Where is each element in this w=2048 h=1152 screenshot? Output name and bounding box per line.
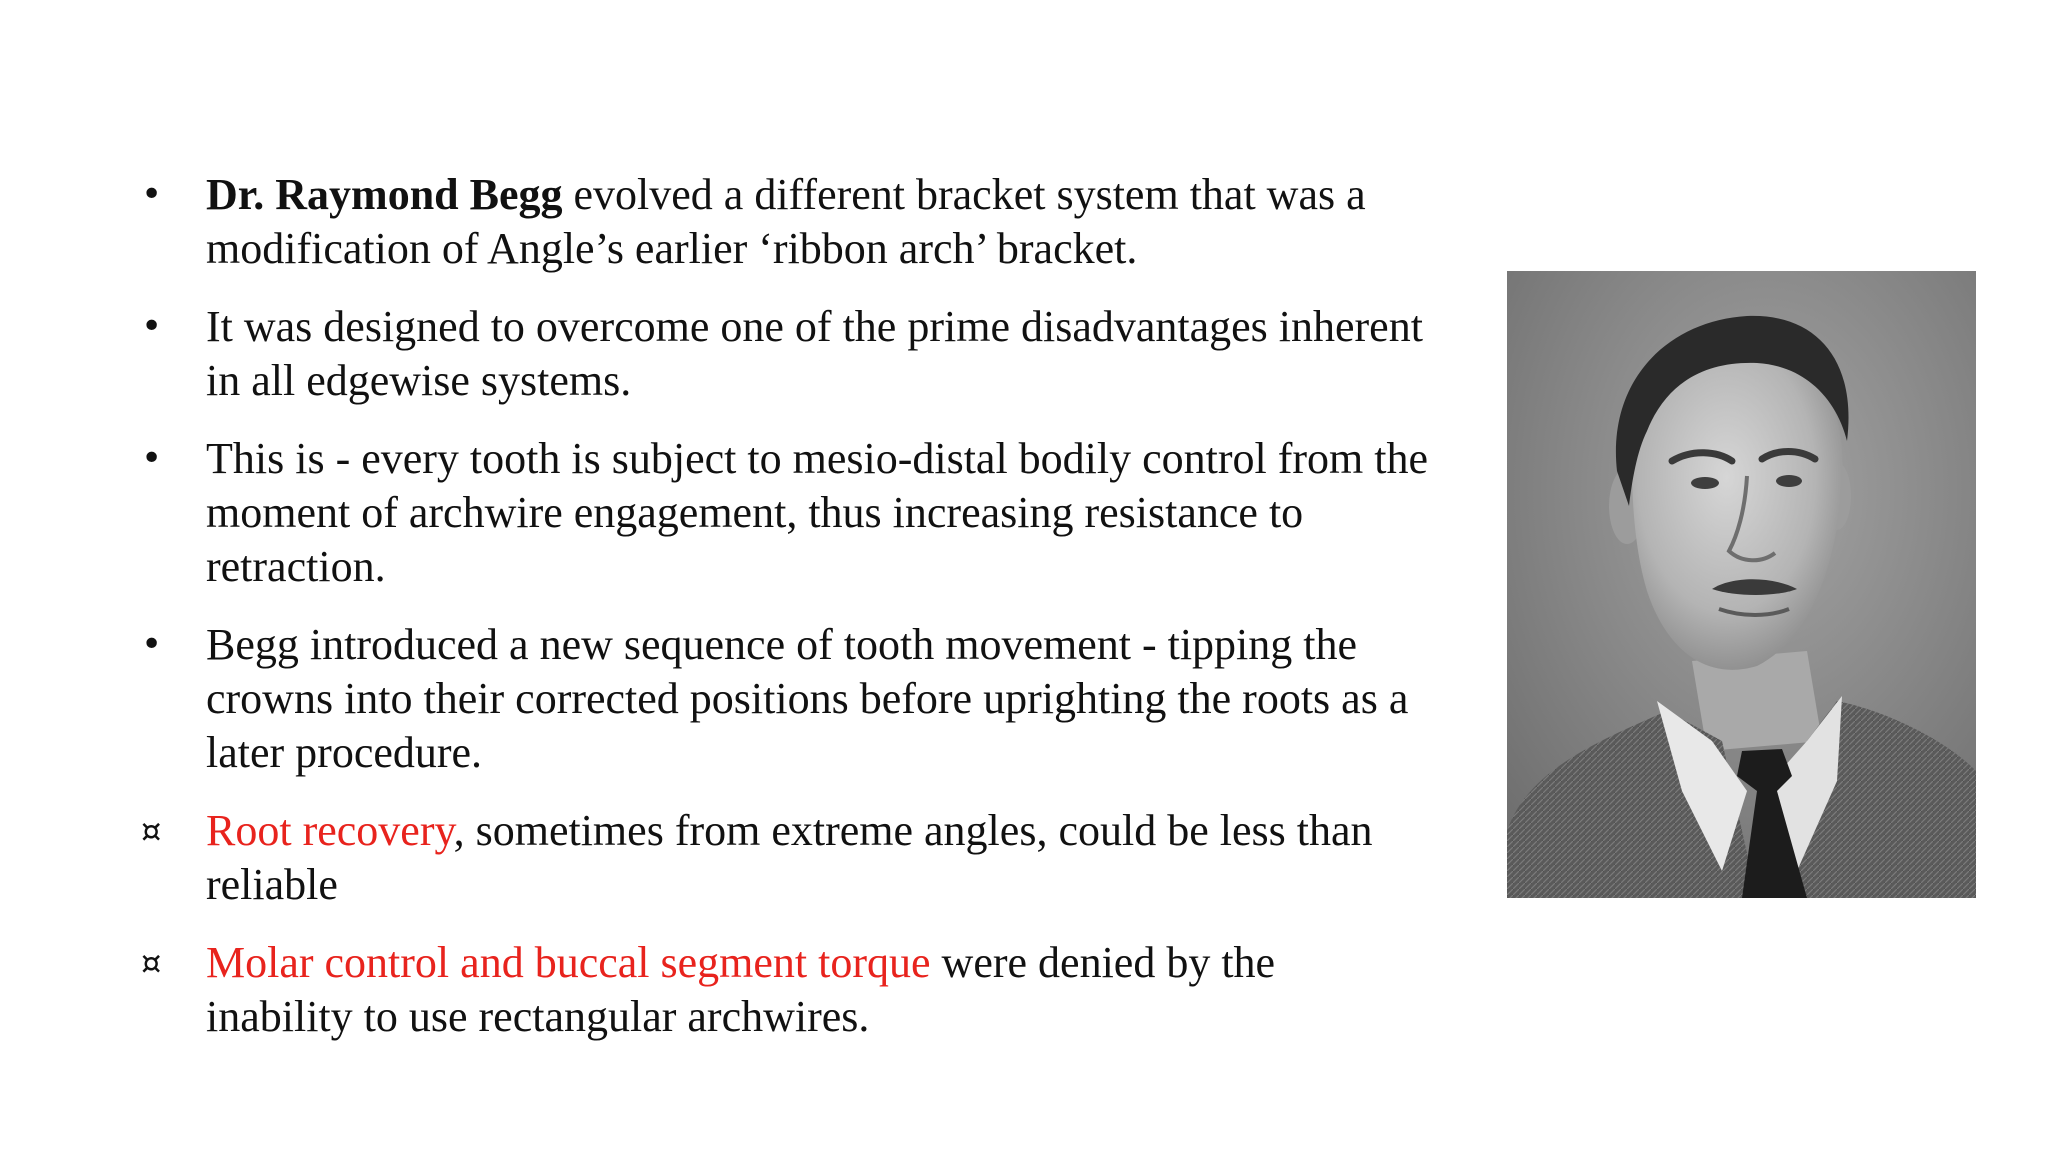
bullet-list bbox=[141, 168, 1431, 1044]
bullet-text-bold: Dr. Raymond Begg bbox=[206, 170, 563, 219]
bullet-item bbox=[141, 804, 1431, 912]
bullet-item bbox=[141, 168, 1431, 276]
bullet-text: were denied by the inability to use rectangular archwires. bbox=[206, 938, 1276, 1041]
bullet-item bbox=[141, 432, 1431, 594]
bullet-text: It was designed to overcome one of the prime disadvantages inherent in all edgewise systems. bbox=[206, 302, 1423, 405]
currency-marker-icon: ¤ bbox=[141, 944, 162, 982]
bullet-text: evolved a different bracket system that was a modification of Angle’s earlier ‘ribbon arch’ bracket. bbox=[206, 170, 1366, 273]
portrait-illustration bbox=[1507, 271, 1976, 898]
bullet-text: This is - every tooth is subject to mesio-distal bodily control from the moment of archwire engagement, thus increasing resistance to retraction. bbox=[206, 434, 1429, 591]
bullet-marker-icon: • bbox=[141, 438, 163, 479]
portrait-photo bbox=[1507, 271, 1976, 898]
bullet-text-highlight: Root recovery bbox=[206, 806, 454, 855]
currency-marker-icon: ¤ bbox=[141, 812, 162, 850]
bullet-marker-icon: • bbox=[141, 174, 163, 215]
bullet-item bbox=[141, 300, 1431, 408]
bullet-marker-icon: • bbox=[141, 624, 163, 665]
bullet-item bbox=[141, 936, 1431, 1044]
bullet-text-highlight: Molar control and buccal segment torque bbox=[206, 938, 931, 987]
bullet-text: , sometimes from extreme angles, could be less than reliable bbox=[206, 806, 1373, 909]
bullet-item bbox=[141, 618, 1431, 780]
bullet-text: Begg introduced a new sequence of tooth movement - tipping the crowns into their corrected positions before uprighting the roots as a later procedure. bbox=[206, 620, 1409, 777]
bullet-marker-icon: • bbox=[141, 306, 163, 347]
